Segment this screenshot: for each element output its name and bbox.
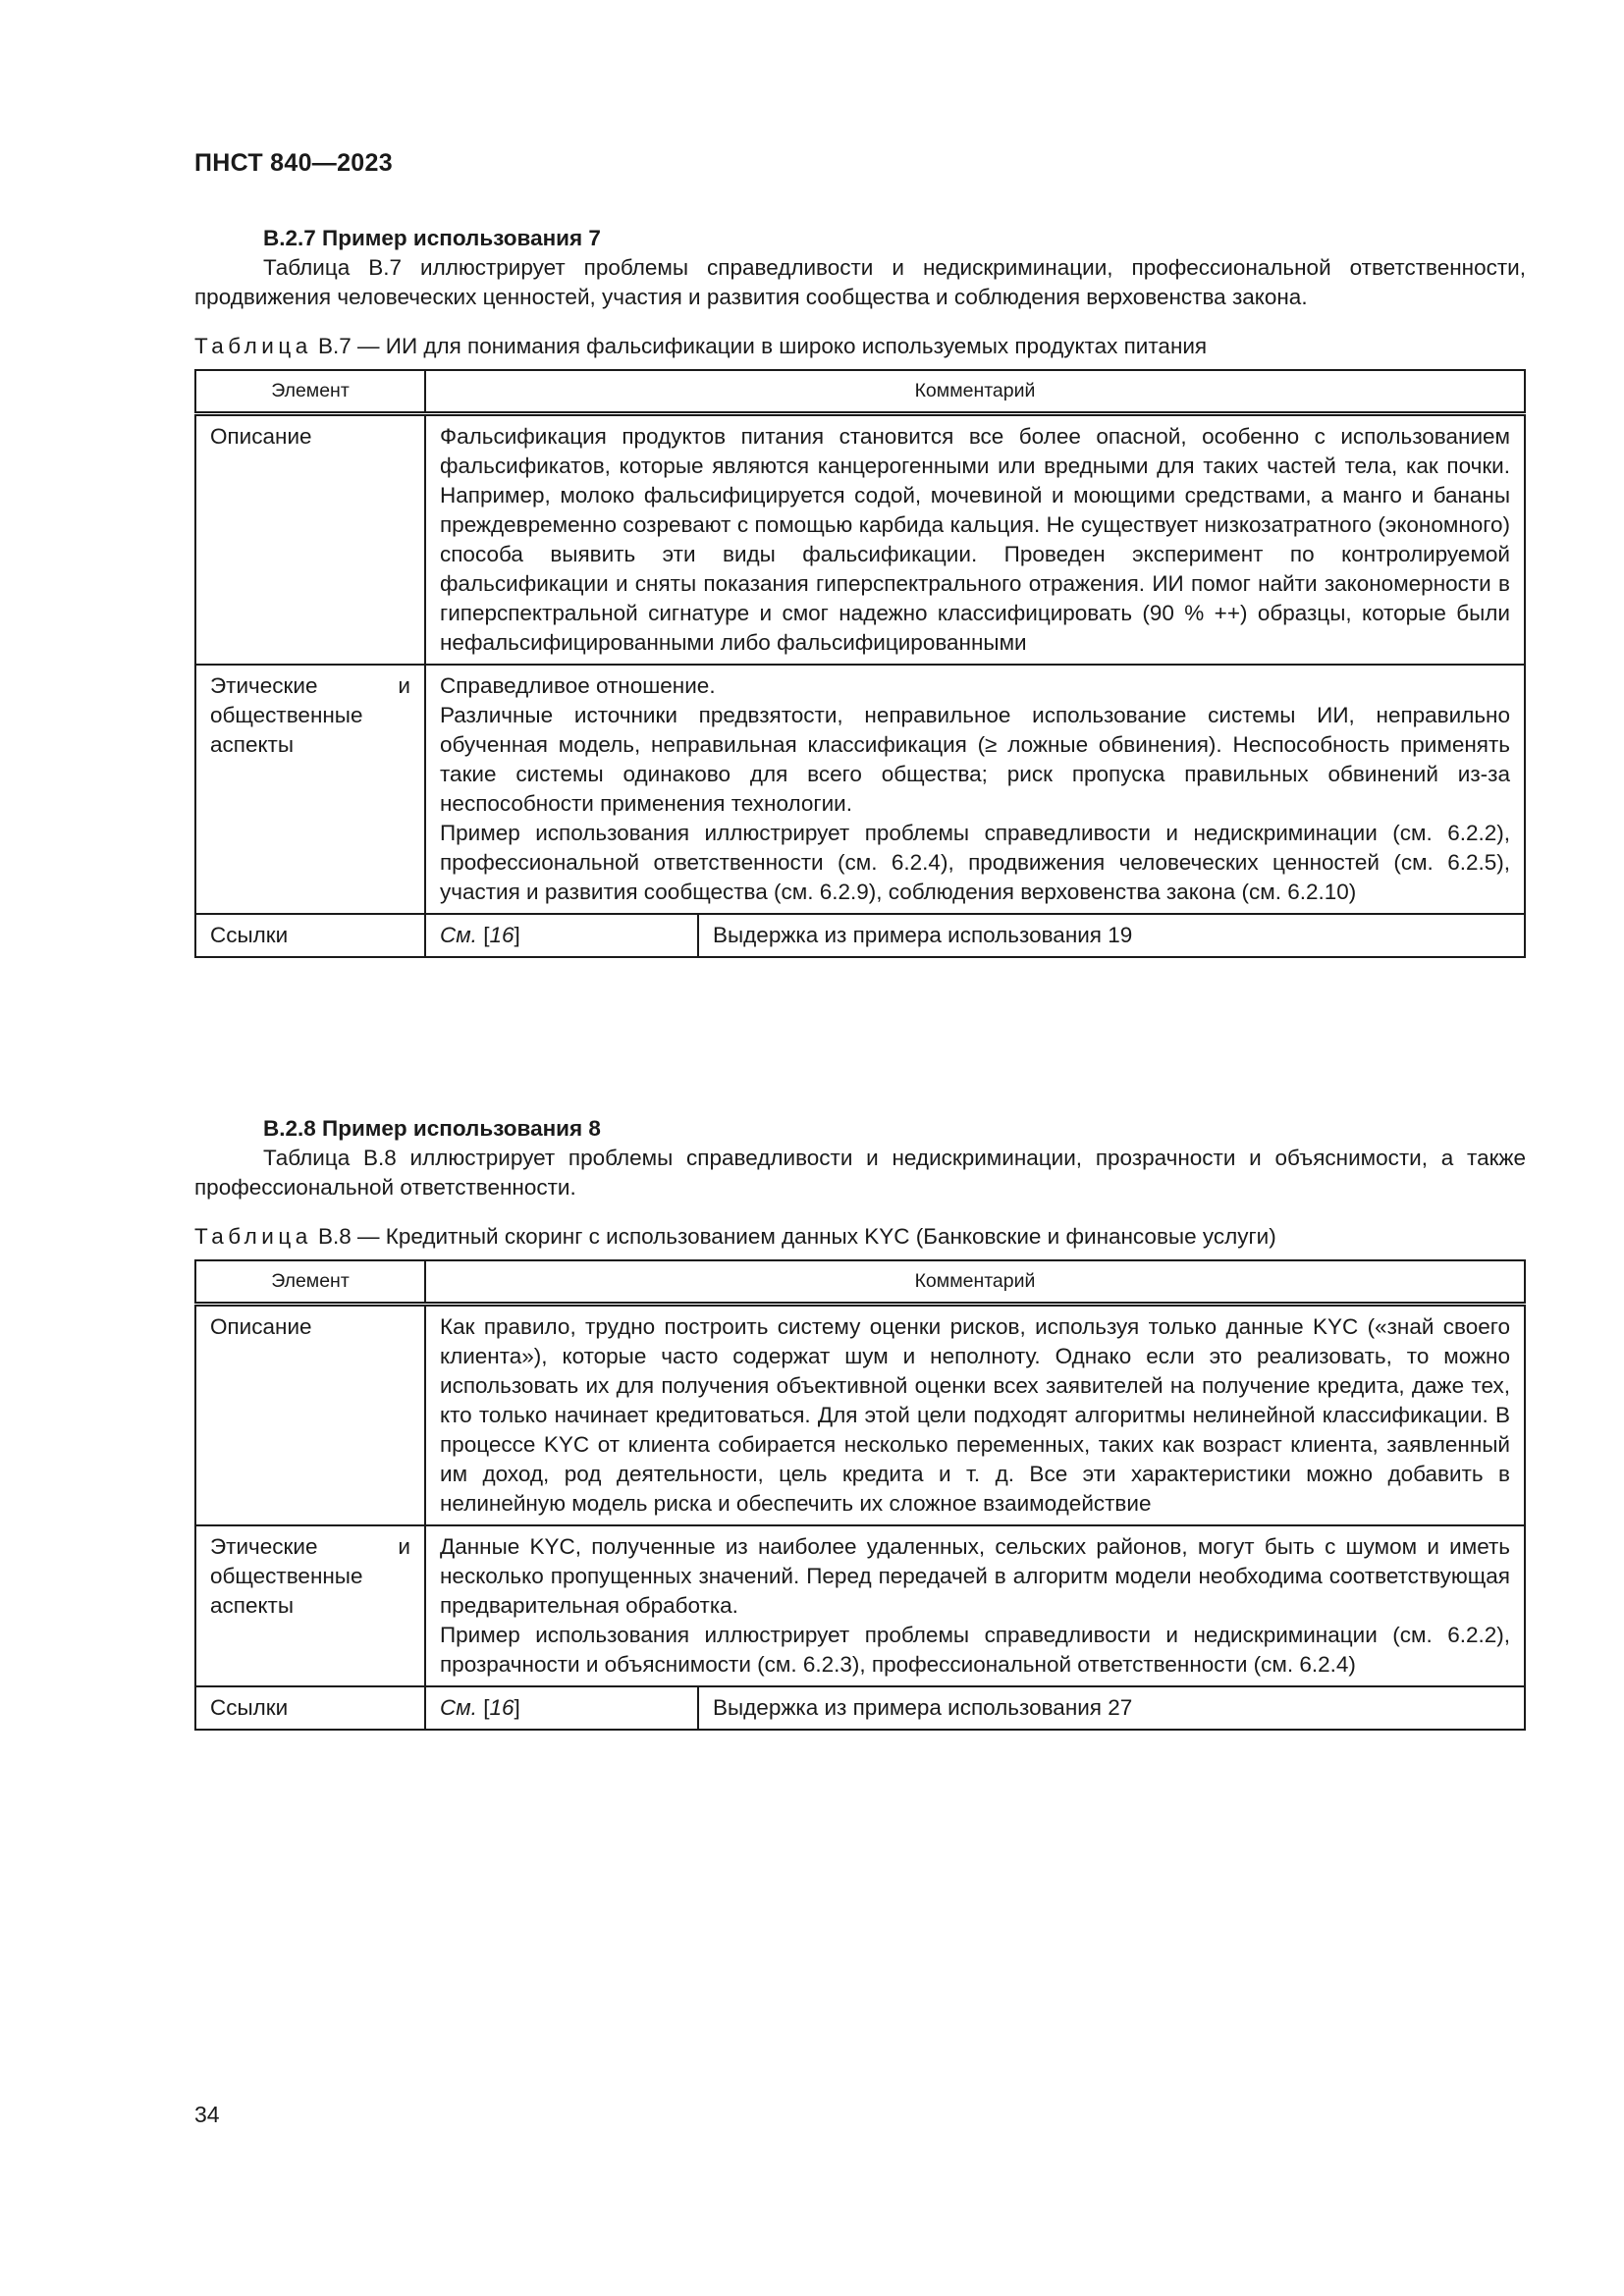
excerpt-cell: Выдержка из примера использования 19 (698, 914, 1525, 957)
table-row-ethics (195, 665, 1525, 914)
table-row-references (195, 1686, 1525, 1730)
section-heading: В.2.7 Пример использования 7 (263, 226, 601, 250)
description-text: Как правило, трудно построить систему оценки рисков, используя только данные KYC («знай своего клиента»), которые часто содержат шум и неполноту. Однако если это реализовать, то можно использовать их для получения объективной оценки всех заявителей на получение кредита, даже тех, кто только начинает кредитоваться. Для этой цели подходят алгоритмы нелинейной классификации. В процессе KYC от клиента собирается несколько переменных, таких как возраст клиента, заявленный им доход, род деятельности, цель кредита и т. д. Все эти характеристики можно добавить в нелинейную модель риска и обеспечить их сложное взаимодействие (440, 1314, 1510, 1516)
section-b-2-8 (194, 1114, 1526, 1731)
section-heading: В.2.8 Пример использования 8 (263, 1116, 601, 1141)
table-caption (194, 1222, 1526, 1252)
ethics-paragraph: Пример использования иллюстрирует проблемы справедливости и недискриминации (см. 6.2.2), профессиональной ответственности (см. 6.2.4), продвижения человеческих ценностей (см. 6.2.5), участия и развития сообщества (см. 6.2.9), соблюдения верховенства закона (см. 6.2.10) (440, 821, 1510, 904)
ethics-paragraph: Справедливое отношение. (440, 673, 716, 698)
table-b-8 (194, 1259, 1526, 1731)
ref-bracket-close: ] (514, 923, 520, 947)
row-label (195, 1525, 425, 1686)
row-label: Описание (195, 414, 425, 666)
table-caption (194, 332, 1526, 361)
reference-number: 16 (489, 1695, 514, 1720)
row-text (425, 1305, 1525, 1526)
table-row-description (195, 414, 1525, 666)
header-comment: Комментарий (425, 370, 1525, 414)
header-comment: Комментарий (425, 1260, 1525, 1305)
section-intro: Таблица В.8 иллюстрирует проблемы справедливости и недискриминации, прозрачности и объяснимости, а также профессиональной ответственности. (194, 1146, 1526, 1200)
reference-cell (425, 1686, 698, 1730)
header-element: Элемент (195, 1260, 425, 1305)
description-text: Фальсификация продуктов питания становится все более опасной, особенно с использованием фальсификатов, которые являются канцерогенными или вредными для таких частей тела, как почки. Например, молоко фальсифицируется содой, мочевиной и моющими средствами, а манго и бананы преждевременно созревают с помощью карбида кальция. Не существует низкозатратного (экономного) способа выявить эти виды фальсификации. Проведен эксперимент по контролируемой фальсификации и сняты показания гиперспектрального отражения. ИИ помог найти закономерности в гиперспектральной сигнатуре и смог надежно классифицировать (90 % ++) образцы, которые были нефальсифицированными либо фальсифицированными (440, 424, 1510, 655)
document-code: ПНСТ 840—2023 (194, 149, 393, 177)
ethics-label: Этические и общественные аспекты (210, 673, 410, 757)
caption-title: В.8 — Кредитный скоринг с использованием данных KYC (Банковские и финансовые услуги) (318, 1224, 1276, 1249)
table-header-row (195, 1260, 1525, 1305)
row-label: Ссылки (195, 1686, 425, 1730)
row-text (425, 665, 1525, 914)
reference-cell (425, 914, 698, 957)
caption-title: В.7 — ИИ для понимания фальсификации в широко используемых продуктах питания (318, 334, 1208, 358)
ref-bracket-close: ] (514, 1695, 520, 1720)
caption-prefix: Таблица (194, 1224, 312, 1249)
ref-bracket-open: [ (483, 923, 490, 947)
reference-number: 16 (489, 923, 514, 947)
ref-bracket-open: [ (483, 1695, 490, 1720)
see-label: См. (440, 1695, 477, 1720)
section-b-2-7 (194, 224, 1526, 958)
row-text (425, 414, 1525, 666)
table-row-description (195, 1305, 1525, 1526)
table-row-ethics (195, 1525, 1525, 1686)
table-row-references (195, 914, 1525, 957)
ethics-paragraph: Данные KYC, полученные из наиболее удаленных, сельских районов, могут быть с шумом и иметь несколько пропущенных значений. Перед передачей в алгоритм модели необходима соответствующая предварительная обработка. (440, 1534, 1510, 1618)
row-text (425, 1525, 1525, 1686)
row-label: Описание (195, 1305, 425, 1526)
ethics-label: Этические и общественные аспекты (210, 1534, 410, 1618)
header-element: Элемент (195, 370, 425, 414)
page-number: 34 (194, 2102, 220, 2127)
ethics-paragraph: Различные источники предвзятости, неправильное использование системы ИИ, неправильно обученная модель, неправильная классификация (≥ ложные обвинения). Неспособность применять такие системы одинаково для всего общества; риск пропуска правильных обвинений из-за неспособности применения технологии. (440, 703, 1510, 816)
table-b-7 (194, 369, 1526, 958)
ethics-paragraph: Пример использования иллюстрирует проблемы справедливости и недискриминации (см. 6.2.2), прозрачности и объяснимости (см. 6.2.3), профессиональной ответственности (см. 6.2.4) (440, 1623, 1510, 1677)
table-header-row (195, 370, 1525, 414)
excerpt-cell: Выдержка из примера использования 27 (698, 1686, 1525, 1730)
section-intro: Таблица В.7 иллюстрирует проблемы справедливости и недискриминации, профессиональной ответственности, продвижения человеческих ценностей, участия и развития сообщества и соблюдения верховенства закона. (194, 255, 1526, 309)
caption-prefix: Таблица (194, 334, 312, 358)
row-label (195, 665, 425, 914)
see-label: См. (440, 923, 477, 947)
row-label: Ссылки (195, 914, 425, 957)
